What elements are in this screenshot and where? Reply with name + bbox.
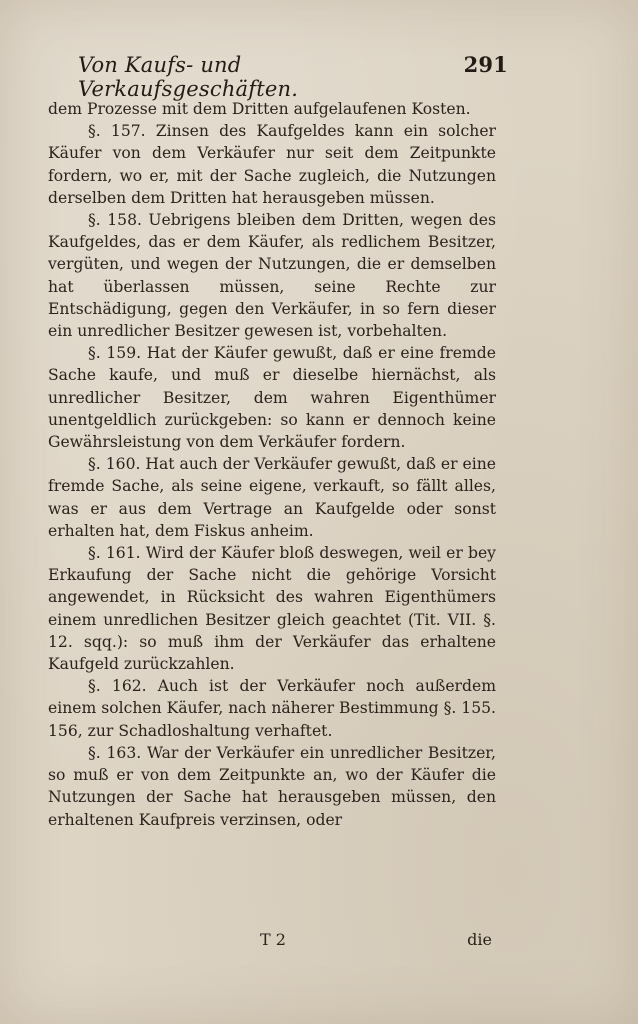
paragraph-159: §. 159. Hat der Käufer gewußt, daß er eine fremde Sache kaufe, und muß er dieselbe hiernächst, als unredlicher Besitzer, dem wahren Eigenthümer unentgeldlich zurückgeben: so kann er dennoch keine Gewährsleistung von dem Verkäufer fordern.: [48, 344, 496, 452]
paragraph-163: §. 163. War der Verkäufer ein unredlicher Besitzer, so muß er von dem Zeitpunkte an, wo der Käufer die Nutzungen der Sache hat herausgeben müssen, den erhaltenen Kaufpreis verzinsen, oder: [48, 743, 496, 829]
catchword: die: [467, 930, 492, 949]
paragraph-158: §. 158. Uebrigens bleiben dem Dritten, wegen des Kaufgeldes, das er dem Käufer, als redlichem Besitzer, vergüten, und wegen der Nutzungen, die er demselben hat überlassen müssen, seine Rechte zur Entschädigung, gegen den Verkäufer, in so fern dieser ein unredlicher Besitzer gewesen ist, vorbehalten.: [48, 211, 496, 341]
paragraph-162: §. 162. Auch ist der Verkäufer noch außerdem einem solchen Käufer, nach näherer Bestimmung §. 155. 156, zur Schadloshaltung verhaftet.: [48, 677, 497, 740]
page-number: 291: [463, 52, 508, 77]
paragraph-157: §. 157. Zinsen des Kaufgeldes kann ein solcher Käufer von dem Verkäufer nur seit dem Zeitpunkte fordern, wo er, mit der Sache zugleich, die Nutzungen derselben dem Dritten hat herausgeben müssen.: [48, 122, 496, 207]
running-title: Von Kaufs- und Verkaufsgeschäften.: [78, 53, 299, 101]
paragraph-161: §. 161. Wird der Käufer bloß deswegen, weil er bey Erkaufung der Sache nicht die gehörige Vorsicht angewendet, in Rücksicht des wahren Eigenthümers einem unredlichen Besitzer gleich geachtet (Tit. VII. §. 12. sqq.): so muß ihm der Verkäufer das erhaltene Kaufgeld zurückzahlen.: [48, 544, 496, 674]
paragraph-continuation: dem Prozesse mit dem Dritten aufgelaufenen Kosten.: [48, 100, 471, 118]
page-footer: [48, 930, 496, 954]
signature-mark: T 2: [260, 930, 286, 949]
running-header: [78, 52, 508, 101]
paragraph-160: §. 160. Hat auch der Verkäufer gewußt, daß er eine fremde Sache, als seine eigene, verkauft, so fällt alles, was er aus dem Vertrage an Kaufgelde oder sonst erhalten hat, dem Fiskus anheim.: [48, 455, 496, 540]
page-body: [48, 98, 496, 831]
